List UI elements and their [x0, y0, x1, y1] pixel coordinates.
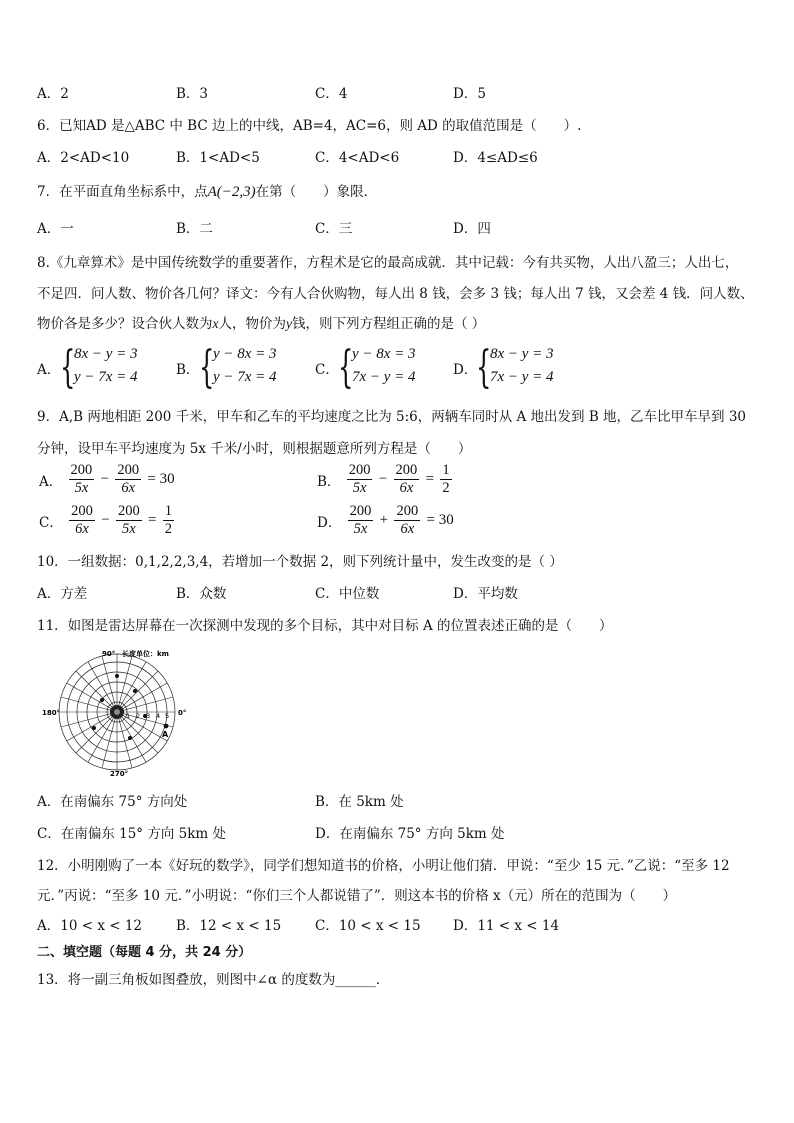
q8-option-c-system: [338, 342, 438, 393]
q8-option-c-eq2: 7x − y = 4: [352, 369, 416, 385]
q7-stem-prefix: 7．在平面直角坐标系中，点: [37, 184, 208, 200]
q8-line-3: [37, 312, 485, 332]
q12-option-d: D．11 < x < 14: [453, 918, 560, 934]
q8-option-b-system: [199, 342, 299, 393]
denominator: 5x: [353, 521, 368, 537]
q10-option-d: D．平均数: [453, 586, 518, 602]
q9-option-a-label: A．: [39, 473, 63, 490]
equals-sign: =: [148, 512, 157, 528]
q10-option-c: C．中位数: [315, 586, 380, 602]
q9-line-1: 9．A,B 两地相距 200 千米，甲车和乙车的平均速度之比为 5:6，两辆车同时从 A 地出发到 B 地，乙车比甲车早到 30: [37, 409, 747, 425]
numerator: 1: [164, 503, 173, 519]
q12-option-a: A．10 < x < 12: [37, 918, 143, 934]
q8-option-c-label: C．: [315, 362, 339, 378]
rhs: = 30: [426, 512, 454, 528]
operator: −: [101, 512, 110, 528]
q7-option-c: C．三: [315, 221, 353, 237]
fraction: [115, 462, 141, 497]
q9-option-c-label: C．: [39, 514, 63, 531]
denominator: 5x: [352, 480, 367, 496]
numerator: 200: [70, 462, 93, 478]
numerator: 200: [348, 462, 371, 478]
radar-angle-180: 180°: [42, 709, 61, 717]
radar-ring-label: 3: [146, 712, 151, 720]
numerator: 200: [395, 462, 418, 478]
q8-option-d-system: [476, 342, 576, 393]
radar-ring-label: 1: [126, 712, 131, 720]
brace-glyph: {: [338, 342, 354, 393]
numerator: 1: [442, 462, 450, 478]
q8-line-3-prefix: 物价各是多少？设合伙人数为: [37, 316, 213, 332]
q9-option-d-label: D．: [317, 514, 342, 531]
rhs: = 30: [147, 471, 175, 487]
q7-stem-suffix: 在第（ ）象限．: [255, 184, 378, 200]
q10-option-a: A．方差: [37, 586, 88, 602]
q8-option-b-eq1: y − 8x = 3: [213, 346, 277, 362]
q8-line-3-suffix: 钱，则下列方程组正确的是（ ）: [292, 316, 486, 332]
q6-option-c: C．4<AD<6: [315, 150, 400, 166]
radar-angle-270: 270°: [110, 770, 129, 776]
numerator: 200: [117, 462, 140, 478]
q8-option-a-label: A．: [37, 362, 61, 378]
q5-option-c: C．4: [315, 86, 348, 102]
q8-option-b-eq2: y − 7x = 4: [213, 369, 277, 385]
denominator: 6x: [399, 480, 414, 496]
q7-option-d: D．四: [453, 221, 491, 237]
q7-point: A(−2,3): [207, 184, 256, 200]
q6-option-b: B．1<AD<5: [176, 150, 260, 166]
q8-option-c-eq1: y − 8x = 3: [352, 346, 416, 362]
brace-glyph: {: [199, 342, 215, 393]
q8-option-a-eq2: y − 7x = 4: [74, 369, 138, 385]
target-a-marker: [164, 724, 169, 729]
fraction: [348, 503, 374, 538]
q11-option-c: C．在南偏东 15° 方向 5km 处: [37, 826, 226, 842]
q8-line-2: 不足四．问人数、物价各几何？译文：今有人合伙购物，每人出 8 钱，会多 3 钱；每人出 7 钱，又会差 4 钱．问人数、: [37, 286, 754, 302]
q11-option-b: B．在 5km 处: [315, 794, 404, 810]
q8-var-x: x: [212, 316, 219, 331]
fraction: [347, 462, 373, 497]
denominator: 2: [164, 521, 173, 537]
radar-angle-90: 90°: [102, 650, 116, 658]
radar-figure: [42, 646, 192, 776]
radar-ring-label: 4: [156, 712, 161, 720]
denominator: 6x: [121, 480, 136, 496]
q10-option-b: B．众数: [176, 586, 227, 602]
radar-unit-label: 长度单位：km: [122, 650, 169, 658]
fraction: [69, 462, 95, 497]
q7-option-b: B．二: [176, 221, 213, 237]
q11-option-d: D．在南偏东 75° 方向 5km 处: [315, 826, 505, 842]
q9-option-d: [315, 503, 456, 538]
q8-option-a-system: [60, 342, 160, 393]
radar-angle-0: 0°: [178, 709, 187, 717]
denominator: 6x: [400, 521, 415, 537]
q8-line-3-mid: 人，物价为: [218, 316, 286, 332]
q9-line-2: 分钟，设甲车平均速度为 5x 千米/小时，则根据题意所列方程是（ ）: [37, 441, 472, 457]
q8-option-d-eq2: 7x − y = 4: [490, 369, 554, 385]
q8-option-d-label: D．: [453, 362, 478, 378]
q10-stem: 10．一组数据：0,1,2,2,3,4，若增加一个数据 2，则下列统计量中，发生改变的是（ ）: [37, 554, 563, 570]
q8-line-1: 8.《九章算术》是中国传统数学的重要著作，方程术是它的最高成就．其中记载：今有共买物，人出八盈三；人出七，: [37, 255, 739, 271]
brace-glyph: {: [60, 342, 76, 393]
q8-var-y: y: [286, 316, 292, 331]
equals-sign: =: [425, 471, 435, 487]
operator: +: [379, 512, 389, 528]
fraction: [394, 462, 420, 497]
q9-option-c: [37, 503, 174, 538]
q12-line-1: 12．小明刚购了一本《好玩的数学》，同学们想知道书的价格，小明让他们猜．甲说：“至少 15 元．”乙说：“至多 12: [37, 858, 730, 874]
q12-option-b: B．12 < x < 15: [176, 918, 282, 934]
fraction: [116, 503, 142, 538]
q6-option-d: D．4≤AD≤6: [453, 150, 538, 166]
denominator: 5x: [74, 480, 89, 496]
denominator: 6x: [75, 521, 89, 537]
operator: −: [378, 471, 388, 487]
section-heading: 二、填空题（每题 4 分，共 24 分）: [37, 945, 252, 960]
denominator: 5x: [121, 521, 136, 537]
q5-option-a: A．2: [37, 86, 69, 102]
fraction: [440, 462, 451, 497]
denominator: 2: [442, 480, 450, 496]
target-a-label: A: [162, 730, 169, 739]
q8-option-d-eq1: 8x − y = 3: [490, 346, 554, 362]
q8-option-b-label: B．: [176, 362, 200, 378]
q12-line-2: 元．”丙说：“至多 10 元．”小明说：“你们三个人都说错了”．则这本书的价格 x（元）所在的范围为（ ）: [37, 888, 677, 904]
fraction: [394, 503, 420, 538]
q7-stem: [37, 180, 377, 201]
q6-stem: 6．已知AD 是△ABC 中 BC 边上的中线，AB=4，AC=6，则 AD 的取值范围是（ ）.: [37, 118, 582, 134]
q13-stem: 13．将一副三角板如图叠放，则图中∠α 的度数为______．: [37, 972, 390, 988]
brace-glyph: {: [476, 342, 492, 393]
q11-stem: 11．如图是雷达屏幕在一次探测中发现的多个目标，其中对目标 A 的位置表述正确的是（ ）: [37, 618, 613, 634]
q8-option-a-eq1: 8x − y = 3: [74, 346, 138, 362]
q5-option-b: B．3: [176, 86, 209, 102]
fraction: [163, 503, 174, 538]
q11-option-a: A．在南偏东 75° 方向处: [37, 794, 188, 810]
q9-option-a: [37, 462, 177, 497]
numerator: 200: [396, 503, 419, 519]
q6-option-a: A．2<AD<10: [37, 150, 130, 166]
q9-option-b-label: B．: [317, 473, 341, 490]
numerator: 200: [71, 503, 93, 519]
numerator: 200: [349, 503, 372, 519]
q12-option-c: C．10 < x < 15: [315, 918, 421, 934]
q7-option-a: A．一: [37, 221, 74, 237]
fraction: [69, 503, 95, 538]
radar-ring-label: 5: [165, 712, 170, 720]
q5-option-d: D．5: [453, 86, 486, 102]
numerator: 200: [117, 503, 140, 519]
radar-ring-label: 2: [136, 712, 141, 720]
operator: −: [100, 471, 110, 487]
q9-option-b: [315, 462, 452, 497]
